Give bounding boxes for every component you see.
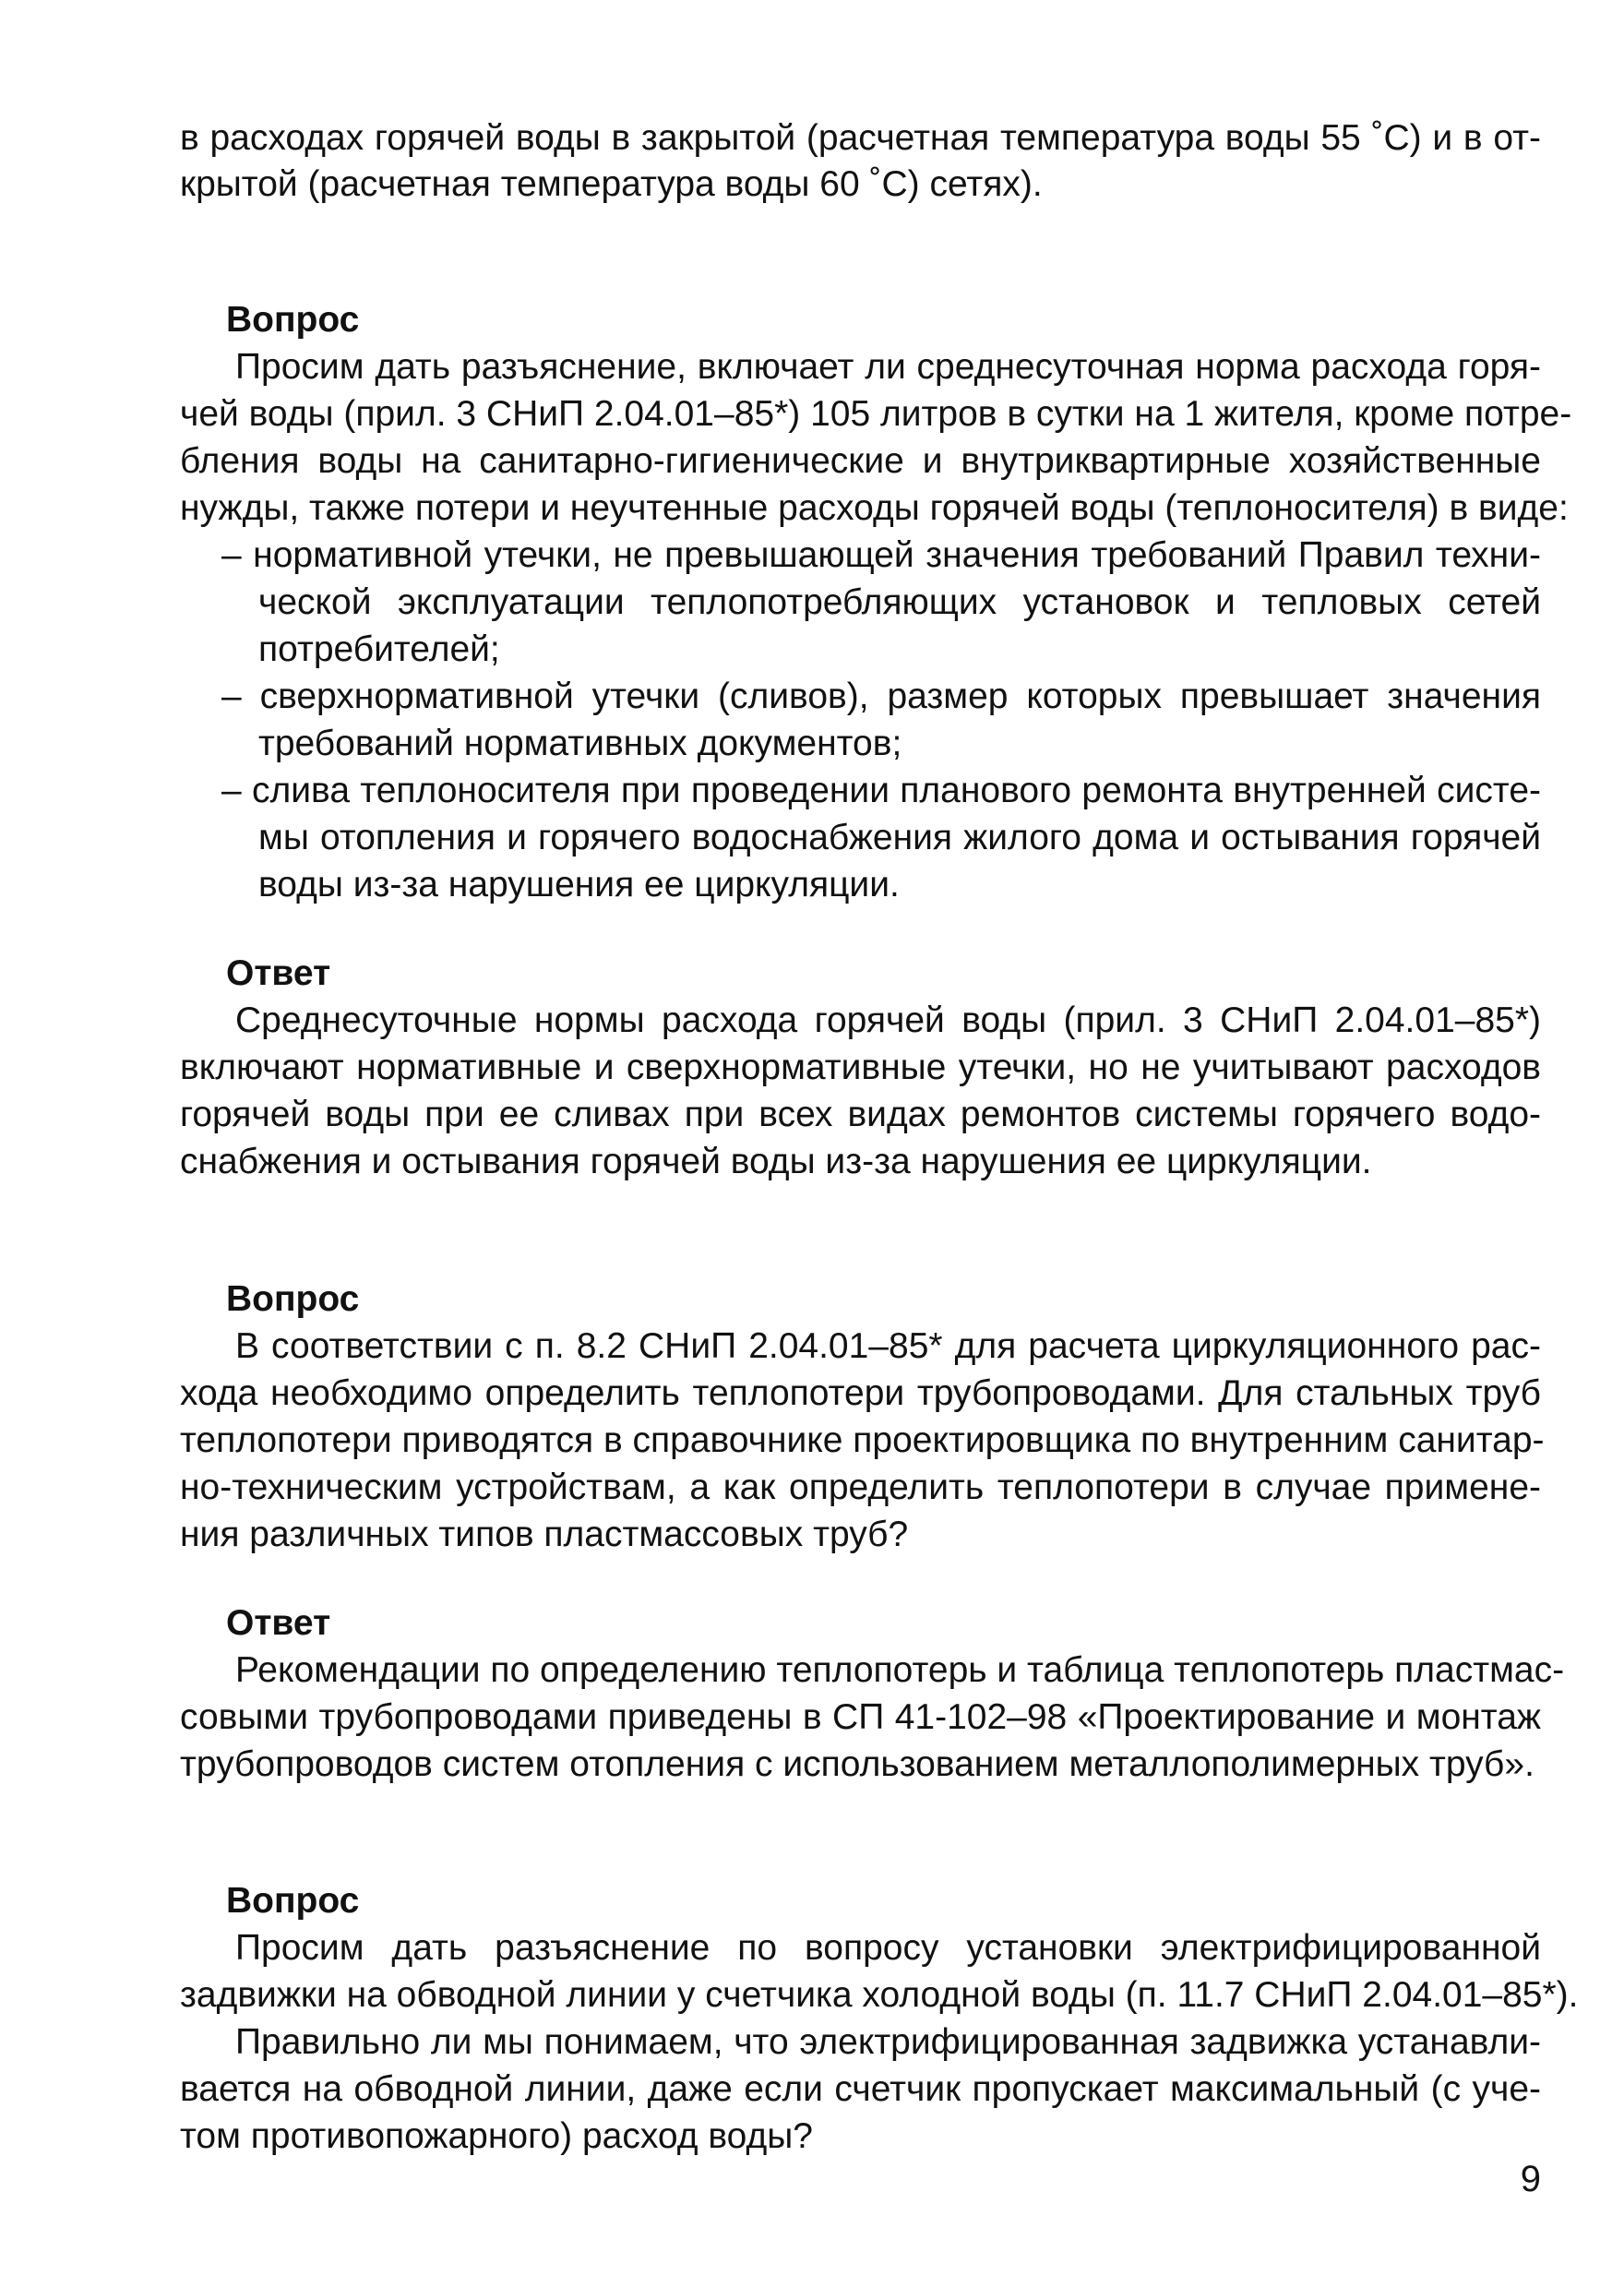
question-heading: Вопрос: [226, 1279, 360, 1319]
question-heading: Вопрос: [226, 300, 360, 340]
paragraph-line: горячей воды при ее сливах при всех видах ремонтов системы горячего водо-: [180, 1095, 1541, 1134]
paragraph-line: том противопожарного) расход воды?: [180, 2116, 813, 2156]
list-item: – слива теплоносителя при проведении планового ремонта внутренней систе-: [221, 771, 1541, 810]
question-heading: Вопрос: [226, 1881, 360, 1921]
answer-heading: Ответ: [226, 1603, 331, 1643]
page-number: 9: [1520, 2159, 1541, 2199]
paragraph-line: Рекомендации по определению теплопотерь и таблица теплопотерь пластмас-: [235, 1650, 1565, 1690]
paragraph-line: хода необходимо определить теплопотери трубопроводами. Для стальных труб: [180, 1373, 1541, 1413]
paragraph-line: Правильно ли мы понимаем, что электрифицированная задвижка устанавли-: [235, 2022, 1541, 2062]
list-item-continuation: потребителей;: [258, 629, 500, 669]
paragraph-line: бления воды на санитарно-гигиенические и внутриквартирные хозяйственные: [180, 441, 1541, 481]
paragraph-line: снабжения и остывания горячей воды из-за нарушения ее циркуляции.: [180, 1142, 1372, 1181]
list-item-continuation: требований нормативных документов;: [258, 724, 902, 763]
paragraph-line: но-техническим устройствам, а как определить теплопотери в случае примене-: [180, 1467, 1541, 1507]
paragraph-line: В соответствии с п. 8.2 СНиП 2.04.01–85* для расчета циркуляционного рас-: [235, 1326, 1541, 1366]
paragraph-line: задвижки на обводной линии у счетчика холодной воды (п. 11.7 СНиП 2.04.01–85*).: [180, 1975, 1579, 2015]
list-item: – сверхнормативной утечки (сливов), размер которых превышает значения: [221, 677, 1541, 716]
paragraph-line: крытой (расчетная температура воды 60 ˚С) сетях).: [180, 164, 1043, 204]
paragraph-line: совыми трубопроводами приведены в СП 41-102–98 «Проектирование и монтаж: [180, 1697, 1541, 1737]
paragraph-line: теплопотери приводятся в справочнике проектировщика по внутренним санитар-: [180, 1420, 1545, 1460]
list-item-continuation: воды из-за нарушения ее циркуляции.: [258, 865, 900, 904]
paragraph-line: ния различных типов пластмассовых труб?: [180, 1515, 909, 1554]
paragraph-line: включают нормативные и сверхнормативные утечки, но не учитывают расходов: [180, 1048, 1541, 1087]
paragraph-line: Просим дать разъяснение по вопросу установки электрифицированной: [235, 1928, 1541, 1968]
paragraph-line: вается на обводной линии, даже если счетчик пропускает максимальный (с уче-: [180, 2069, 1541, 2109]
paragraph-line: чей воды (прил. 3 СНиП 2.04.01–85*) 105 литров в сутки на 1 жителя, кроме потре-: [180, 394, 1572, 434]
paragraph-line: Просим дать разъяснение, включает ли среднесуточная норма расхода горя-: [235, 347, 1541, 387]
list-item: – нормативной утечки, не превышающей значения требований Правил техни-: [221, 535, 1541, 575]
list-item-continuation: мы отопления и горячего водоснабжения жилого дома и остывания горячей: [258, 818, 1541, 857]
paragraph-line: трубопроводов систем отопления с использованием металлополимерных труб».: [180, 1744, 1534, 1784]
paragraph-line: Среднесуточные нормы расхода горячей воды (прил. 3 СНиП 2.04.01–85*): [235, 1000, 1541, 1040]
paragraph-line: нужды, также потери и неучтенные расходы горячей воды (теплоносителя) в виде:: [180, 488, 1569, 528]
list-item-continuation: ческой эксплуатации теплопотребляющих установок и тепловых сетей: [258, 582, 1541, 622]
answer-heading: Ответ: [226, 953, 331, 993]
paragraph-line: в расходах горячей воды в закрытой (расчетная температура воды 55 ˚С) и в от-: [180, 118, 1541, 158]
